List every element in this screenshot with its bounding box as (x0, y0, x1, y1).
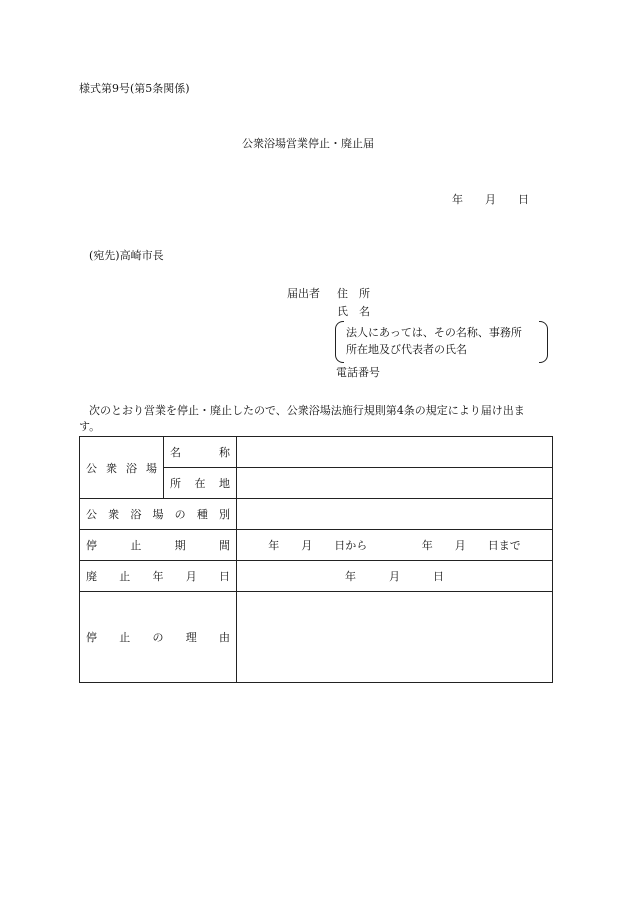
corp-note-line1: 法人にあっては、その名称、事務所 (346, 326, 522, 339)
reason-label: 停止の理由 (86, 631, 230, 644)
addressee: (宛先)高崎市長 (89, 249, 164, 262)
suspension-period-field[interactable] (237, 530, 553, 561)
type-label: 公衆浴場の種別 (86, 508, 230, 521)
period-from: 年 月 日から (268, 539, 368, 552)
abolition-date-field[interactable] (237, 561, 553, 592)
bath-label: 公衆浴場 (86, 461, 157, 475)
suspension-label-cell (80, 530, 237, 561)
reason-value-field[interactable] (237, 592, 553, 683)
name-label: 氏 名 (337, 305, 370, 318)
abolition-label: 廃止年月日 (86, 570, 230, 583)
location-label-cell (164, 468, 237, 499)
location-label: 所在地 (170, 477, 230, 490)
phone-label: 電話番号 (336, 366, 380, 379)
submission-date: 年 月 日 (452, 193, 529, 206)
location-value-field[interactable] (237, 468, 553, 499)
table-row (80, 592, 553, 683)
reason-label-cell (80, 592, 237, 683)
table-row (80, 437, 553, 468)
body-text-line2: す。 (79, 420, 101, 433)
abolition-date: 年 月 日 (345, 570, 444, 583)
name-label: 名称 (170, 446, 230, 459)
table-row (80, 499, 553, 530)
address-label: 住 所 (337, 287, 370, 300)
notifier-label: 届出者 (287, 287, 320, 300)
form-number: 様式第9号(第5条関係) (79, 82, 190, 95)
notification-table (79, 436, 553, 683)
abolition-label-cell (80, 561, 237, 592)
period-to: 年 月 日まで (421, 539, 521, 552)
corp-note-right-bracket (539, 321, 548, 363)
type-label-cell (80, 499, 237, 530)
bath-label-cell (80, 437, 164, 499)
table-row (80, 561, 553, 592)
type-value-field[interactable] (237, 499, 553, 530)
name-label-cell (164, 437, 237, 468)
name-value-field[interactable] (237, 437, 553, 468)
corp-note-left-bracket (335, 321, 344, 363)
table-row (80, 530, 553, 561)
body-text-line1: 次のとおり営業を停止・廃止したので、公衆浴場法施行規則第4条の規定により届け出ま (89, 404, 525, 417)
document-title: 公衆浴場営業停止・廃止届 (242, 137, 374, 150)
corp-note-line2: 所在地及び代表者の氏名 (346, 343, 467, 356)
suspension-label: 停止期間 (86, 539, 230, 552)
